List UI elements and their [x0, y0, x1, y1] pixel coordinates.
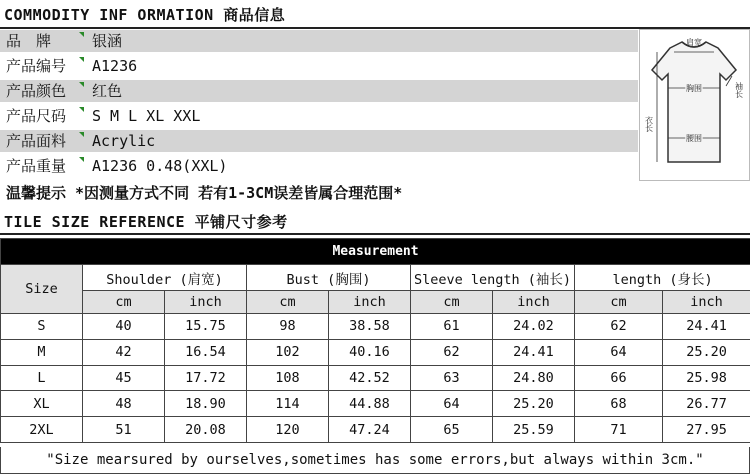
unit-cell: inch: [663, 291, 750, 314]
value-cell: 63: [411, 365, 493, 391]
header-divider: [0, 27, 750, 29]
value-cell: 98: [247, 314, 329, 340]
chest-label: 胸围: [686, 84, 702, 93]
unit-cell: cm: [575, 291, 663, 314]
unit-cell: cm: [411, 291, 493, 314]
shoulder-label: 肩宽: [686, 38, 702, 47]
info-row-color: [0, 80, 638, 102]
group-header-shoulder: Shoulder (肩宽): [83, 265, 247, 291]
waist-label: 腰围: [686, 134, 702, 143]
size-cell: XL: [1, 391, 83, 417]
value-cell: 25.59: [493, 417, 575, 443]
unit-cell: inch: [493, 291, 575, 314]
length-label: 衣长: [644, 116, 654, 132]
measurement-note: 温馨提示 *因测量方式不同 若有1-3CM误差皆属合理范围*: [6, 184, 403, 202]
info-label: 品 牌: [0, 30, 86, 52]
value-cell: 25.20: [663, 339, 750, 365]
info-value: Acrylic: [92, 132, 156, 150]
size-cell: M: [1, 339, 83, 365]
size-divider: [0, 233, 750, 235]
value-cell: 15.75: [165, 314, 247, 340]
value-cell: 62: [575, 314, 663, 340]
table-row: [1, 391, 750, 417]
value-cell: 48: [83, 391, 165, 417]
value-cell: 71: [575, 417, 663, 443]
info-row-fabric: [0, 130, 638, 152]
info-label: 产品颜色: [0, 80, 86, 102]
value-cell: 24.80: [493, 365, 575, 391]
info-row-sizes: [0, 105, 638, 127]
group-header-bust: Bust (胸围): [247, 265, 411, 291]
value-cell: 38.58: [329, 314, 411, 340]
value-cell: 120: [247, 417, 329, 443]
tshirt-outline-icon: [640, 30, 749, 180]
value-cell: 42.52: [329, 365, 411, 391]
info-label: 产品编号: [0, 55, 86, 77]
unit-cell: inch: [329, 291, 411, 314]
value-cell: 51: [83, 417, 165, 443]
info-value: A1236: [92, 57, 138, 75]
unit-cell: cm: [247, 291, 329, 314]
group-header-sleeve: Sleeve length (袖长): [411, 265, 575, 291]
sleeve-label: 袖长: [734, 82, 744, 98]
value-cell: 25.98: [663, 365, 750, 391]
info-value: 红色: [92, 82, 123, 100]
value-cell: 40.16: [329, 339, 411, 365]
value-cell: 47.24: [329, 417, 411, 443]
info-value: 银涵: [92, 32, 123, 50]
commodity-info-title: COMMODITY INF ORMATION 商品信息: [4, 6, 286, 24]
info-label: 产品重量: [0, 155, 86, 177]
measurement-header: Measurement: [1, 239, 750, 265]
value-cell: 20.08: [165, 417, 247, 443]
value-cell: 42: [83, 339, 165, 365]
value-cell: 64: [575, 339, 663, 365]
value-cell: 102: [247, 339, 329, 365]
value-cell: 18.90: [165, 391, 247, 417]
value-cell: 68: [575, 391, 663, 417]
value-cell: 44.88: [329, 391, 411, 417]
value-cell: 64: [411, 391, 493, 417]
unit-cell: cm: [83, 291, 165, 314]
size-table: [0, 238, 750, 443]
size-reference-title: TILE SIZE REFERENCE 平铺尺寸参考: [4, 213, 288, 231]
table-row: [1, 365, 750, 391]
value-cell: 26.77: [663, 391, 750, 417]
garment-diagram: [639, 29, 750, 181]
info-row-brand: [0, 30, 638, 52]
value-cell: 17.72: [165, 365, 247, 391]
unit-cell: inch: [165, 291, 247, 314]
value-cell: 24.02: [493, 314, 575, 340]
table-row: [1, 314, 750, 340]
value-cell: 16.54: [165, 339, 247, 365]
value-cell: 61: [411, 314, 493, 340]
size-cell: L: [1, 365, 83, 391]
size-cell: 2XL: [1, 417, 83, 443]
info-value: S M L XL XXL: [92, 107, 201, 125]
info-row-product-code: [0, 55, 638, 77]
table-row: [1, 339, 750, 365]
info-label: 产品面料: [0, 130, 86, 152]
info-row-weight: [0, 155, 638, 177]
info-value: A1236 0.48(XXL): [92, 157, 228, 175]
value-cell: 62: [411, 339, 493, 365]
table-footer-note: "Size mearsured by ourselves,sometimes has some errors,but always within 3cm.": [0, 447, 750, 474]
size-column-header: Size: [1, 265, 83, 314]
value-cell: 66: [575, 365, 663, 391]
value-cell: 25.20: [493, 391, 575, 417]
value-cell: 24.41: [493, 339, 575, 365]
value-cell: 27.95: [663, 417, 750, 443]
info-label: 产品尺码: [0, 105, 86, 127]
value-cell: 65: [411, 417, 493, 443]
group-header-length: length (身长): [575, 265, 750, 291]
value-cell: 114: [247, 391, 329, 417]
value-cell: 45: [83, 365, 165, 391]
value-cell: 24.41: [663, 314, 750, 340]
value-cell: 40: [83, 314, 165, 340]
value-cell: 108: [247, 365, 329, 391]
size-cell: S: [1, 314, 83, 340]
table-row: [1, 417, 750, 443]
